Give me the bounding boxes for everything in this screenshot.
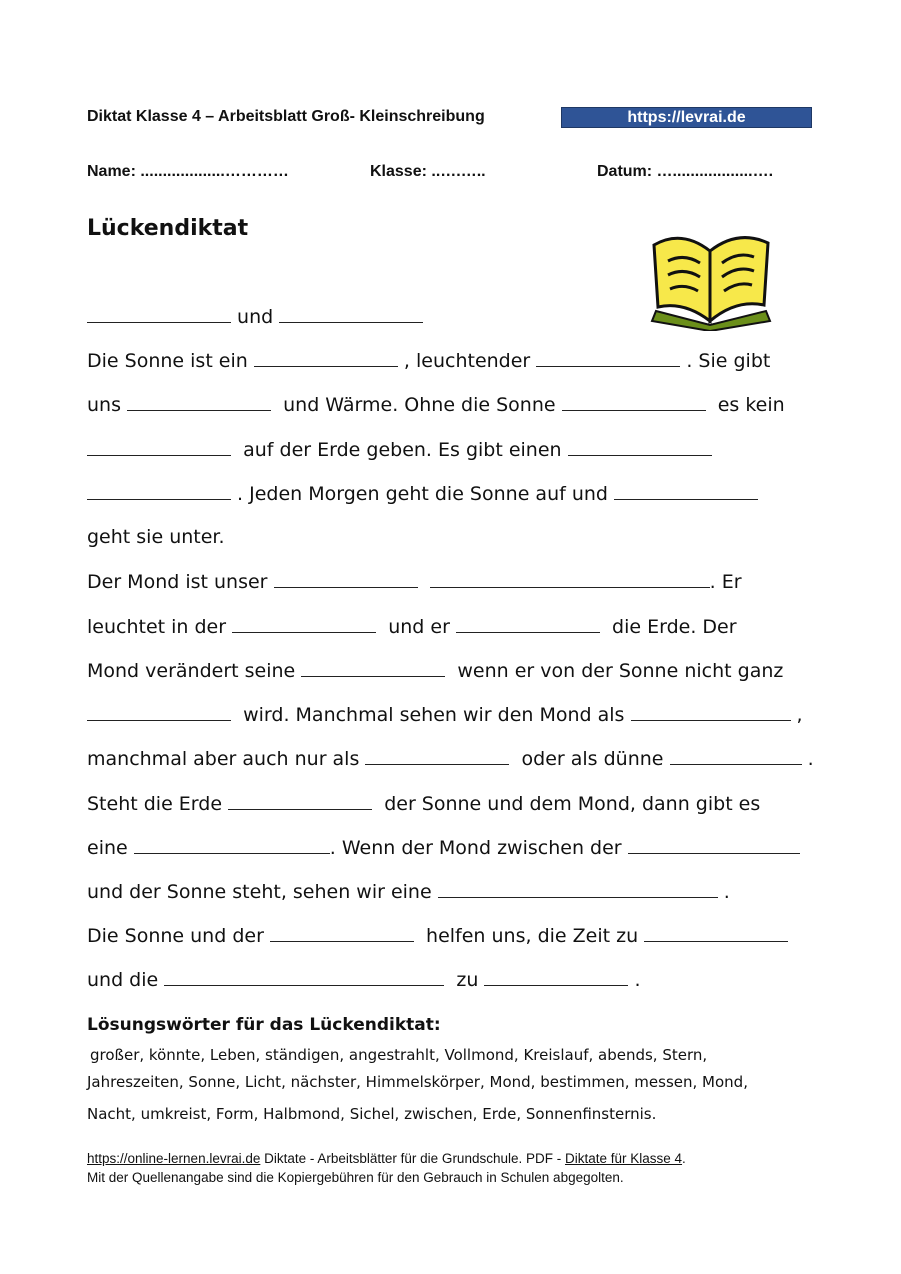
text-segment: , leuchtender xyxy=(403,350,531,372)
blank-11[interactable] xyxy=(274,569,418,588)
worksheet-title: Diktat Klasse 4 – Arbeitsblatt Groß- Kleinschreibung xyxy=(87,108,485,125)
text-segment: Der Mond ist unser xyxy=(87,571,268,593)
footer-text: . xyxy=(682,1151,686,1166)
text-line-14 xyxy=(87,879,817,904)
text-segment: . Sie gibt xyxy=(686,350,771,372)
text-segment: die Erde. Der xyxy=(612,616,737,638)
blank-23[interactable] xyxy=(438,879,718,898)
blank-24[interactable] xyxy=(270,923,414,942)
blank-1[interactable] xyxy=(87,304,231,323)
text-line-9 xyxy=(87,658,817,683)
blank-20[interactable] xyxy=(228,791,372,810)
text-segment: . xyxy=(634,969,641,991)
blank-15[interactable] xyxy=(301,658,445,677)
text-line-8 xyxy=(87,614,817,639)
footer-line-2: Mit der Quellenangabe sind die Kopiergebühren für den Gebrauch in Schulen abgegolten. xyxy=(87,1170,624,1185)
text-segment: helfen uns, die Zeit zu xyxy=(426,925,639,947)
blank-21[interactable] xyxy=(134,835,330,854)
text-line-13 xyxy=(87,835,817,860)
blank-17[interactable] xyxy=(631,702,791,721)
text-line-12 xyxy=(87,791,817,816)
blank-9[interactable] xyxy=(87,481,231,500)
blank-22[interactable] xyxy=(628,835,800,854)
text-line-3 xyxy=(87,392,817,417)
blank-16[interactable] xyxy=(87,702,231,721)
class-field: Klasse: ..….….. xyxy=(370,163,486,180)
blank-26[interactable] xyxy=(164,967,444,986)
blank-3[interactable] xyxy=(254,348,398,367)
blank-10[interactable] xyxy=(614,481,758,500)
text-segment: Die Sonne und der xyxy=(87,925,264,947)
blank-19[interactable] xyxy=(670,746,802,765)
footer-text: Diktate - Arbeitsblätter für die Grundschule. PDF - xyxy=(260,1151,565,1166)
text-segment: Steht die Erde xyxy=(87,793,223,815)
blank-18[interactable] xyxy=(365,746,509,765)
text-segment: leuchtet in der xyxy=(87,616,227,638)
text-segment: wenn er von der Sonne nicht ganz xyxy=(457,660,784,682)
text-segment: und die xyxy=(87,969,159,991)
text-segment: der Sonne und dem Mond, dann gibt es xyxy=(384,793,761,815)
text-line-15 xyxy=(87,923,817,948)
text-segment: . Wenn der Mond zwischen der xyxy=(329,837,622,859)
blank-7[interactable] xyxy=(87,437,231,456)
solutions-title: Lösungswörter für das Lückendiktat: xyxy=(87,1015,441,1035)
text-segment: eine xyxy=(87,837,128,859)
website-badge[interactable]: https://levrai.de xyxy=(561,107,812,128)
text-segment: und der Sonne steht, sehen wir eine xyxy=(87,881,432,903)
text-segment: Die Sonne ist ein xyxy=(87,350,248,372)
text-line-16 xyxy=(87,967,817,992)
blank-12[interactable] xyxy=(430,569,710,588)
text-segment: . Jeden Morgen geht die Sonne auf und xyxy=(237,483,608,505)
text-segment: . xyxy=(807,748,814,770)
blank-8[interactable] xyxy=(568,437,712,456)
text-segment: auf der Erde geben. Es gibt einen xyxy=(243,439,562,461)
footer-line-1 xyxy=(87,1151,686,1166)
footer-class-link[interactable]: Diktate für Klasse 4 xyxy=(564,1151,683,1166)
section-title: Lückendiktat xyxy=(87,216,249,241)
blank-6[interactable] xyxy=(562,392,706,411)
blank-4[interactable] xyxy=(536,348,680,367)
blank-14[interactable] xyxy=(456,614,600,633)
date-field: Datum: …..................…. xyxy=(597,163,774,180)
text-segment: geht sie unter. xyxy=(87,526,225,548)
solutions-line-3: Nacht, umkreist, Form, Halbmond, Sichel, zwischen, Erde, Sonnenfinsternis. xyxy=(87,1105,657,1123)
text-segment: wird. Manchmal sehen wir den Mond als xyxy=(243,704,625,726)
blank-27[interactable] xyxy=(484,967,628,986)
text-segment: und er xyxy=(388,616,450,638)
blank-5[interactable] xyxy=(127,392,271,411)
text-segment: es kein xyxy=(717,394,785,416)
text-segment: uns xyxy=(87,394,121,416)
text-line-11 xyxy=(87,746,817,771)
text-segment: und Wärme. Ohne die Sonne xyxy=(283,394,556,416)
solutions-line-1: großer, könnte, Leben, ständigen, angestrahlt, Vollmond, Kreislauf, abends, Stern, xyxy=(90,1046,708,1064)
text-line-4 xyxy=(87,437,817,462)
text-line-10 xyxy=(87,702,817,727)
text-segment: und xyxy=(237,306,274,328)
footer-site-link[interactable]: https://online-lernen.levrai.de xyxy=(87,1151,261,1166)
blank-2[interactable] xyxy=(279,304,423,323)
text-segment: . Er xyxy=(709,571,742,593)
text-line-5 xyxy=(87,481,817,506)
text-line-7 xyxy=(87,569,817,594)
text-segment: Mond verändert seine xyxy=(87,660,296,682)
text-segment: . xyxy=(723,881,730,903)
text-line-1 xyxy=(87,304,817,329)
text-line-6 xyxy=(87,525,817,549)
blank-25[interactable] xyxy=(644,923,788,942)
text-segment: , xyxy=(796,704,803,726)
name-field: Name: ...................………… xyxy=(87,163,289,180)
text-segment: zu xyxy=(456,969,479,991)
text-line-2 xyxy=(87,348,817,373)
text-segment: oder als dünne xyxy=(521,748,664,770)
blank-13[interactable] xyxy=(232,614,376,633)
solutions-line-2: Jahreszeiten, Sonne, Licht, nächster, Himmelskörper, Mond, bestimmen, messen, Mond, xyxy=(87,1073,748,1091)
text-segment: manchmal aber auch nur als xyxy=(87,748,360,770)
